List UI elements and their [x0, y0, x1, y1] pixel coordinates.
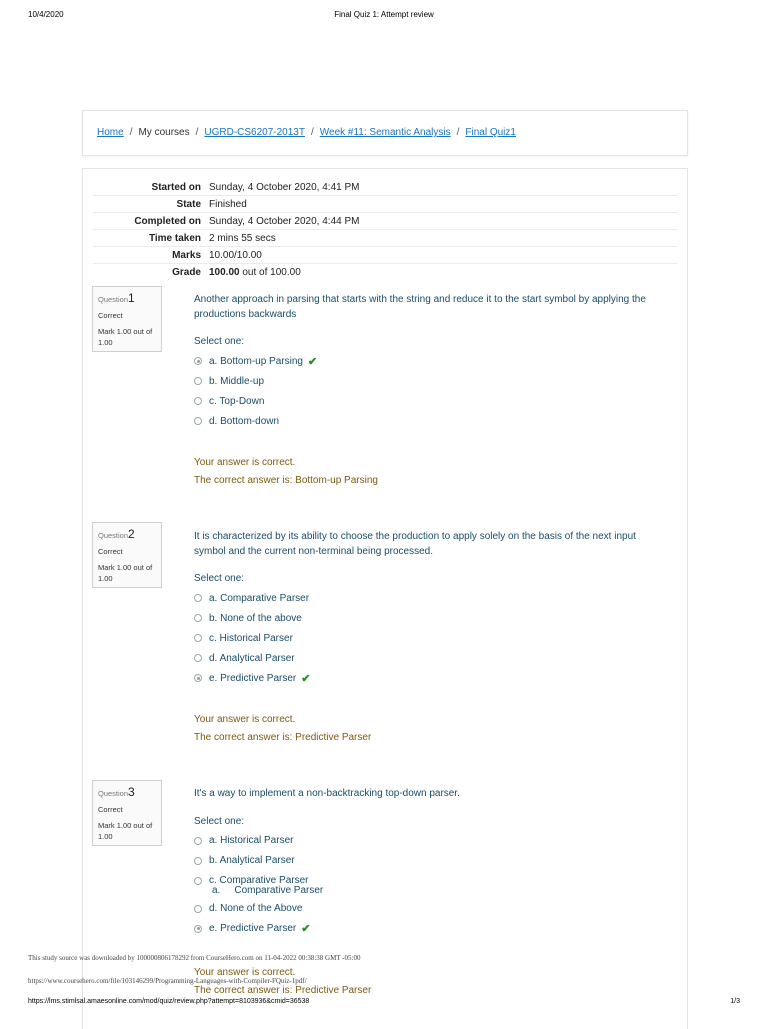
answer-feedback: Your answer is correct.	[194, 457, 296, 468]
breadcrumb-separator: /	[129, 127, 133, 138]
checkmark-icon: ✔	[301, 672, 311, 685]
option-label: b. Middle-up	[209, 375, 265, 387]
grade-value	[209, 264, 677, 281]
checkmark-icon: ✔	[307, 355, 318, 368]
option-label: d. None of the Above	[209, 903, 303, 914]
question-number-value: 1	[128, 291, 135, 305]
correct-answer: The correct answer is: Predictive Parser	[194, 984, 372, 996]
answer-option[interactable]	[194, 608, 664, 628]
question-mark: Mark 1.00 out of 1.00	[98, 327, 153, 347]
answer-option[interactable]	[194, 351, 664, 371]
summary-value: Sunday, 4 October 2020, 4:44 PM	[209, 213, 677, 230]
grade-total: out of 100.00	[239, 266, 301, 278]
breadcrumb-separator: /	[310, 127, 314, 138]
answer-option[interactable]	[194, 899, 664, 919]
radio-selected[interactable]	[194, 925, 202, 933]
question-number-value: 2	[128, 527, 135, 541]
question-info-box	[92, 522, 162, 588]
print-header	[28, 10, 740, 22]
question-prefix: Question	[98, 531, 129, 540]
breadcrumb-course-link[interactable]: UGRD-CS6207-2013T	[204, 127, 305, 138]
radio-selected[interactable]	[194, 674, 202, 682]
answer-option[interactable]	[194, 648, 664, 668]
answer-option[interactable]	[194, 919, 664, 939]
question-text: It's a way to implement a non-backtracking top-down parser.	[194, 788, 460, 799]
option-label: b. Analytical Parser	[209, 855, 295, 866]
breadcrumb	[97, 127, 516, 138]
summary-row	[93, 196, 677, 213]
watermark-source-line: This study source was downloaded by 100000806178292 from CourseHero.com on 11-04-2022 00:38:38 GMT -05:00	[28, 954, 361, 962]
summary-value: Sunday, 4 October 2020, 4:41 PM	[209, 181, 360, 193]
option-label: d. Analytical Parser	[209, 652, 295, 664]
answer-options	[194, 351, 664, 431]
select-one-label: Select one:	[194, 815, 245, 827]
breadcrumb-home-link[interactable]: Home	[97, 127, 124, 138]
summary-row	[93, 264, 677, 281]
radio[interactable]	[194, 654, 202, 662]
answer-option[interactable]	[194, 391, 664, 411]
option-label: b. None of the above	[209, 612, 302, 624]
watermark-url-line: https://www.coursehero.com/file/103146299/Programming-Languages-with-Compiler-FQuiz-1pdf/	[28, 977, 307, 985]
summary-label: Started on	[151, 181, 201, 193]
attempt-summary-table	[93, 179, 677, 280]
correct-answer: The correct answer is: Predictive Parser	[194, 732, 372, 743]
answer-option[interactable]	[194, 411, 664, 431]
question-number	[98, 527, 161, 541]
breadcrumb-bar	[82, 110, 688, 156]
question-text: It is characterized by its ability to choose the production to apply solely on the basis of the next input symbol and the current non-terminal being processed.	[194, 531, 636, 557]
question-text: Another approach in parsing that starts with the string and reduce it to the start symbol by applying the productions backwards	[194, 294, 646, 320]
question-info-box	[92, 286, 162, 352]
answer-options	[194, 831, 664, 939]
answer-option[interactable]	[194, 831, 664, 851]
question-state: Correct	[98, 547, 123, 556]
radio[interactable]	[194, 857, 202, 865]
option-sub-number: a.	[212, 884, 221, 896]
option-label: d. Bottom-down	[209, 415, 280, 427]
summary-row	[93, 230, 677, 247]
radio[interactable]	[194, 594, 202, 602]
question-number	[98, 291, 161, 305]
summary-label: Time taken	[93, 230, 209, 247]
question-mark: Mark 1.00 out of 1.00	[98, 821, 153, 841]
option-label: c. Comparative Parser	[209, 875, 309, 886]
answer-feedback: Your answer is correct.	[194, 966, 296, 978]
question-prefix: Question	[98, 789, 129, 798]
option-sub-label: Comparative Parser	[234, 884, 324, 896]
radio-selected[interactable]	[194, 357, 202, 365]
print-page-number: 1/3	[730, 998, 740, 1005]
radio[interactable]	[194, 377, 202, 385]
breadcrumb-quiz-link[interactable]: Final Quiz1	[465, 127, 516, 138]
summary-row	[93, 213, 677, 230]
radio[interactable]	[194, 905, 202, 913]
option-label: a. Comparative Parser	[209, 592, 310, 604]
answer-option[interactable]	[194, 371, 664, 391]
grade-label: Grade	[93, 264, 209, 281]
summary-label: Completed on	[93, 213, 209, 230]
summary-label: Marks	[93, 247, 209, 264]
answer-option[interactable]	[194, 668, 664, 688]
summary-row	[93, 247, 677, 264]
summary-value: Finished	[209, 196, 677, 213]
question-body	[194, 530, 664, 743]
option-label: c. Historical Parser	[209, 632, 293, 644]
breadcrumb-separator: /	[456, 127, 460, 138]
option-label: a. Bottom-up Parsing	[209, 355, 303, 367]
summary-value: 2 mins 55 secs	[209, 230, 677, 247]
print-footer	[28, 998, 740, 1010]
summary-value: 10.00/10.00	[209, 247, 677, 264]
breadcrumb-my-courses: My courses	[138, 127, 190, 138]
answer-feedback: Your answer is correct.	[194, 714, 296, 725]
breadcrumb-separator: /	[195, 127, 199, 138]
select-one-label: Select one:	[194, 336, 245, 347]
option-sub-text	[194, 885, 664, 899]
question-state: Correct	[98, 805, 123, 814]
summary-row	[93, 179, 677, 196]
question-body	[194, 293, 664, 486]
checkmark-icon: ✔	[301, 923, 311, 935]
radio[interactable]	[194, 877, 202, 885]
print-url: https://lms.stimlsal.amaesonline.com/mod/quiz/review.php?attempt=8103936&cmid=36538	[28, 998, 310, 1005]
correct-answer: The correct answer is: Bottom-up Parsing	[194, 475, 378, 486]
option-label: c. Top-Down	[209, 395, 265, 407]
radio[interactable]	[194, 837, 202, 845]
breadcrumb-week-link[interactable]: Week #11: Semantic Analysis	[319, 127, 451, 138]
question-number-value: 3	[128, 785, 135, 799]
question-body	[194, 787, 664, 996]
radio[interactable]	[194, 614, 202, 622]
question-number	[98, 785, 161, 799]
print-title: Final Quiz 1: Attempt review	[334, 10, 434, 19]
radio[interactable]	[194, 417, 202, 425]
option-label: e. Predictive Parser	[209, 923, 297, 934]
option-label: a. Historical Parser	[209, 835, 294, 846]
answer-option[interactable]	[194, 851, 664, 871]
summary-label: State	[93, 196, 209, 213]
radio[interactable]	[194, 397, 202, 405]
select-one-label: Select one:	[194, 573, 245, 584]
radio[interactable]	[194, 634, 202, 642]
question-state: Correct	[98, 311, 123, 320]
question-mark: Mark 1.00 out of 1.00	[98, 563, 153, 583]
option-label: e. Predictive Parser	[209, 672, 297, 684]
question-info-box	[92, 780, 162, 846]
grade-score: 100.00	[209, 266, 240, 278]
answer-options	[194, 588, 664, 688]
print-date: 10/4/2020	[28, 10, 64, 19]
question-prefix: Question	[98, 295, 129, 304]
answer-option[interactable]	[194, 588, 664, 608]
answer-option[interactable]	[194, 628, 664, 648]
